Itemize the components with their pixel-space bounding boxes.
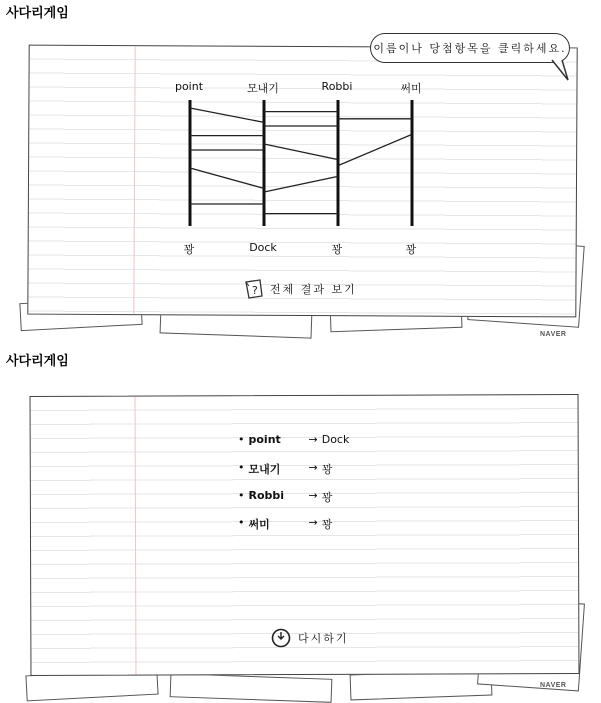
result-name: point — [248, 433, 281, 446]
result-row: • point → Dock — [238, 433, 350, 446]
naver-logo: NAVER — [540, 682, 567, 689]
show-all-results-button[interactable] — [244, 278, 357, 300]
hint-text: 이름이나 당첨항목을 클릭하세요. — [373, 42, 567, 55]
player-label[interactable]: 써미 — [400, 82, 422, 95]
results-title: 사다리게임 — [6, 354, 69, 369]
arrow-icon: → — [308, 489, 318, 502]
ladder-rung — [264, 144, 338, 160]
refresh-icon — [270, 627, 292, 649]
hint-bubble — [370, 33, 570, 63]
result-row: • Robbi → 꽝 — [238, 489, 333, 504]
arrow-icon: → — [308, 461, 318, 474]
ladder-board — [150, 98, 450, 230]
player-label[interactable]: Robbi — [321, 80, 353, 93]
arrow-icon: → — [308, 433, 318, 446]
result-name: 써미 — [248, 518, 270, 531]
show-all-label: 전체 결과 보기 — [270, 283, 357, 296]
result-prize: 꽝 — [321, 491, 333, 504]
result-row: • 써미 → 꽝 — [238, 516, 333, 531]
result-prize: 꽝 — [321, 518, 333, 531]
retry-label: 다시하기 — [298, 632, 349, 645]
result-name: Robbi — [248, 489, 285, 502]
prize-label[interactable]: 꽝 — [183, 243, 195, 256]
page-title: 사다리게임 — [6, 6, 69, 21]
result-prize: Dock — [321, 433, 350, 446]
result-prize: 꽝 — [321, 463, 333, 476]
question-note-icon — [244, 278, 264, 300]
ladder-rung — [264, 176, 338, 192]
retry-button[interactable] — [270, 627, 349, 649]
prize-label[interactable]: 꽝 — [331, 243, 343, 256]
player-label[interactable]: 모내기 — [247, 82, 279, 95]
prize-label[interactable]: Dock — [249, 241, 277, 254]
bubble-tail — [548, 58, 578, 84]
svg-text:?: ? — [252, 284, 260, 297]
naver-logo: NAVER — [540, 331, 567, 338]
prize-label[interactable]: 꽝 — [405, 243, 417, 256]
result-name: 모내기 — [248, 463, 281, 476]
result-row: • 모내기 → 꽝 — [238, 461, 333, 476]
ladder-rung — [190, 168, 264, 188]
ladder-rung — [338, 134, 412, 165]
ladder-rung — [190, 108, 264, 122]
arrow-icon: → — [308, 516, 318, 529]
paper-stack-back — [170, 673, 333, 703]
player-label[interactable]: point — [174, 80, 204, 93]
